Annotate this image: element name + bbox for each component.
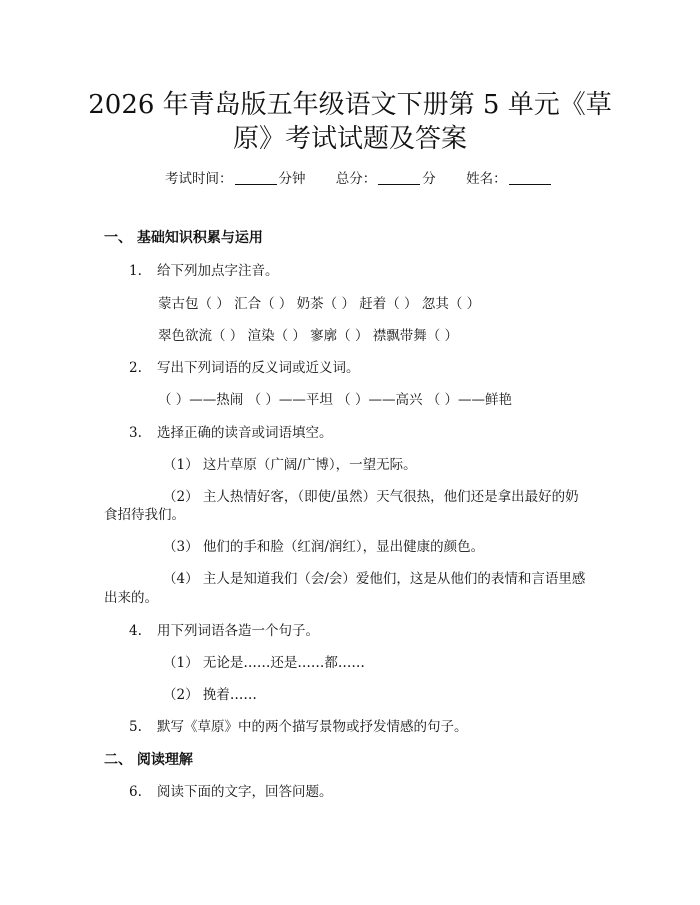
question-4: 4. 用下列词语各造一个句子。: [129, 623, 319, 639]
question-4-item-1: （1） 无论是……还是……都……: [163, 655, 365, 671]
exam-title-line-2: 原》考试试题及答案: [232, 124, 467, 154]
name-field: 姓名：: [466, 171, 553, 187]
question-6: 6. 阅读下面的文字，回答问题。: [129, 784, 333, 800]
question-3-item-4-line-2: 出来的。: [104, 590, 158, 606]
question-2-row: （ ）——热闹 （ ）——平坦 （ ）——高兴 （ ）——鲜艳: [158, 392, 513, 408]
question-4-item-2: （2） 挽着……: [163, 687, 257, 703]
question-3-item-2-line-1: （2） 主人热情好客，（即使/虽然）天气很热，他们还是拿出最好的奶: [163, 489, 579, 505]
question-3-item-2-line-2: 食招待我们。: [104, 507, 185, 523]
total-score-field: 总分： 分: [335, 171, 436, 187]
exam-meta-row: [165, 170, 579, 188]
section-2-heading: 二、 阅读理解: [104, 752, 193, 768]
exam-title-line-1: 2026 年青岛版五年级语文下册第 5 单元《草: [88, 90, 612, 120]
question-1-row-1: 蒙古包（ ） 汇合（ ） 奶茶（ ） 赶着（ ） 忽其（ ）: [158, 296, 481, 312]
question-3-item-4-line-1: （4） 主人是知道我们（会/会）爱他们，这是从他们的表情和言语里感: [163, 571, 586, 587]
question-5: 5. 默写《草原》中的两个描写景物或抒发情感的句子。: [129, 719, 468, 735]
section-1-heading: 一、 基础知识积累与运用: [104, 230, 263, 246]
question-3-item-1: （1） 这片草原（广阔/广博），一望无际。: [163, 457, 417, 473]
question-1-row-2: 翠色欲流（ ） 渲染（ ） 寥廓（ ） 襟飘带舞（ ）: [158, 328, 459, 344]
score-blank: [378, 184, 420, 185]
question-3-item-3: （3） 他们的手和脸（红润/润红），显出健康的颜色。: [163, 539, 485, 555]
name-blank: [509, 184, 551, 185]
question-3: 3. 选择正确的读音或词语填空。: [129, 425, 333, 441]
question-2: 2. 写出下列词语的反义词或近义词。: [129, 360, 360, 376]
question-1: 1. 给下列加点字注音。: [129, 263, 279, 279]
time-blank: [235, 184, 277, 185]
exam-time-field: 考试时间： 分钟: [165, 171, 306, 187]
